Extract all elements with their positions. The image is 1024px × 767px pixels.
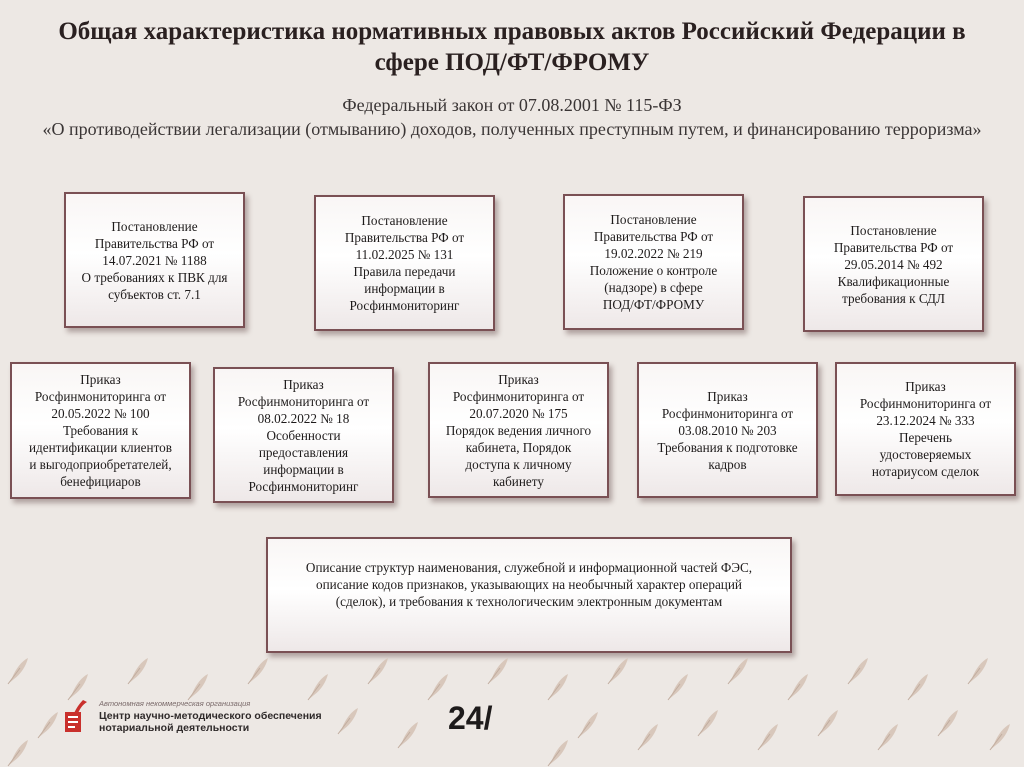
box-line: Правительства РФ от bbox=[94, 235, 215, 251]
act-box-resolution-131 bbox=[314, 195, 495, 331]
box-line: Описание структур наименования, служебной и информационной частей ФЭС, bbox=[305, 560, 753, 575]
notary-logo-icon bbox=[63, 700, 89, 734]
box-line: Росфинмониторинга от bbox=[452, 388, 585, 404]
box-line: субъектов ст. 7.1 bbox=[108, 286, 201, 302]
act-box-order-203 bbox=[637, 362, 818, 498]
law-name: Федеральный закон от 07.08.2001 № 115-ФЗ bbox=[342, 95, 682, 115]
box-line: ПОД/ФТ/ФРОМУ bbox=[602, 297, 705, 312]
box-line: Требования к bbox=[62, 423, 139, 438]
box-line: кадров bbox=[708, 456, 747, 472]
box-line: нотариусом сделок bbox=[871, 464, 980, 479]
box-line: 11.02.2025 № 131 bbox=[355, 247, 454, 262]
box-line: и выгодоприобретателей, bbox=[29, 457, 172, 472]
slide-title: Общая характеристика нормативных правовых актов Российский Федерации в сфере ПОД/ФТ/ФРОМУ bbox=[58, 18, 966, 76]
box-line: 03.08.2010 № 203 bbox=[678, 422, 777, 438]
logo-org-name bbox=[99, 710, 322, 734]
box-line: Росфинмониторинга от bbox=[661, 405, 794, 421]
box-line: Приказ bbox=[283, 376, 324, 392]
law-subtitle bbox=[0, 93, 1024, 141]
box-line: Правительства РФ от bbox=[833, 239, 954, 255]
box-line: Приказ bbox=[498, 371, 539, 387]
logo-line: нотариальной деятельности bbox=[99, 722, 250, 734]
act-box-order-100 bbox=[10, 362, 191, 499]
box-line: Постановление bbox=[111, 218, 198, 234]
box-line: Постановление bbox=[850, 222, 937, 238]
box-line: Росфинмониторинга от bbox=[34, 389, 167, 404]
box-line: Росфинмониторинга от bbox=[859, 396, 992, 411]
box-line: Росфинмониторинг bbox=[248, 478, 359, 494]
act-box-fes-description bbox=[266, 537, 792, 653]
act-box-order-18 bbox=[213, 367, 394, 503]
box-line: информации в bbox=[364, 281, 445, 296]
box-line: Квалификационные bbox=[837, 273, 950, 289]
box-line: 14.07.2021 № 1188 bbox=[102, 252, 207, 268]
box-line: Приказ bbox=[80, 372, 121, 387]
box-line: Правительства РФ от bbox=[593, 229, 714, 244]
box-line: Росфинмониторинг bbox=[349, 298, 460, 313]
page-number: 24/ bbox=[448, 700, 493, 736]
box-line: удостоверяемых bbox=[879, 447, 972, 462]
act-box-order-333 bbox=[835, 362, 1016, 496]
box-line: 20.07.2020 № 175 bbox=[469, 405, 568, 421]
box-line: Перечень bbox=[898, 430, 953, 445]
act-box-resolution-1188 bbox=[64, 192, 245, 328]
box-line: Правила передачи bbox=[353, 264, 456, 279]
box-line: Росфинмониторинга от bbox=[237, 393, 370, 409]
box-line: Приказ bbox=[707, 388, 748, 404]
box-line: (сделок), и требования к технологическим электронным документам bbox=[335, 594, 723, 609]
act-box-resolution-492 bbox=[803, 196, 984, 332]
box-line: бенефициаров bbox=[60, 474, 141, 489]
box-line: 08.02.2022 № 18 bbox=[257, 410, 350, 426]
box-line: Постановление bbox=[361, 213, 448, 228]
box-line: Постановление bbox=[610, 212, 697, 227]
box-line: 20.05.2022 № 100 bbox=[51, 406, 150, 421]
organization-logo bbox=[63, 694, 333, 742]
box-line: доступа к личному bbox=[465, 456, 572, 472]
box-line: описание кодов признаков, указывающих на необычный характер операций bbox=[316, 577, 742, 592]
box-line: Положение о контроле bbox=[589, 263, 718, 278]
logo-line: Центр научно-методического обеспечения bbox=[99, 710, 322, 722]
box-line: предоставления bbox=[258, 444, 349, 460]
logo-org-type: Автономная некоммерческая организация bbox=[99, 699, 251, 708]
box-line: 19.02.2022 № 219 bbox=[604, 246, 703, 261]
box-line: Требования к подготовке bbox=[657, 439, 798, 455]
box-line: Приказ bbox=[905, 379, 946, 394]
act-box-order-175 bbox=[428, 362, 609, 498]
box-line: Правительства РФ от bbox=[344, 230, 465, 245]
box-line: кабинету bbox=[493, 473, 544, 489]
law-description: «О противодействии легализации (отмыванию) доходов, полученных преступным путем, и финансированию терроризма» bbox=[42, 119, 982, 139]
box-line: Особенности bbox=[266, 427, 341, 443]
box-line: 23.12.2024 № 333 bbox=[876, 413, 975, 428]
box-line: О требованиях к ПВК для bbox=[81, 269, 228, 285]
box-line: (надзоре) в сфере bbox=[604, 280, 703, 295]
box-line: требования к СДЛ bbox=[842, 290, 945, 306]
box-line: информации в bbox=[263, 461, 344, 477]
box-line: 29.05.2014 № 492 bbox=[844, 256, 943, 272]
act-box-resolution-219 bbox=[563, 194, 744, 330]
box-line: Порядок ведения личного bbox=[445, 422, 592, 438]
box-line: кабинета, Порядок bbox=[465, 439, 572, 455]
box-line: идентификации клиентов bbox=[29, 440, 172, 455]
